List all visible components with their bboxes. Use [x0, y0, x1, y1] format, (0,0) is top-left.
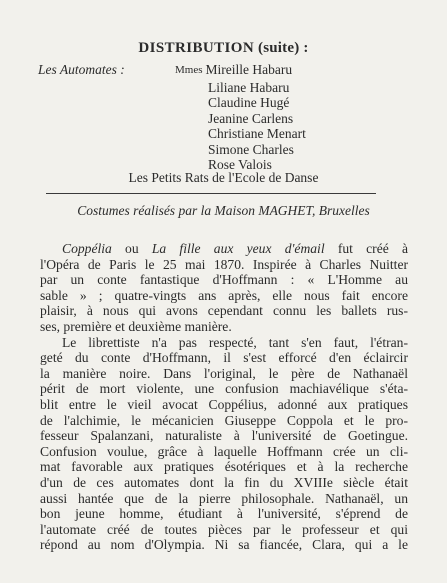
cast-names: [175, 62, 306, 173]
text-line: répond au nom d'Olympia. Ni sa fiancée, Clara, qui a le: [40, 537, 408, 553]
distribution-title: DISTRIBUTION: [138, 40, 255, 56]
cast-prefix: Mmes: [175, 64, 203, 76]
text-line: plaisir, à nous qui avons cependant connu les ballets rus-: [40, 303, 408, 319]
text-line: d'un de ces automates dont la fin du XVIIIe siècle était: [40, 474, 408, 490]
text-line: bon jeune homme, étudiant à l'université, s'éprend de: [40, 506, 408, 522]
text-line: mat favorable aux pratiques ésotériques et à la recherche: [40, 459, 408, 475]
cast-name: Jeanine Carlens: [208, 110, 294, 126]
body-text: [40, 241, 408, 553]
text-fragment: ou: [111, 241, 152, 256]
petits-rats-line: Les Petits Rats de l'Ecole de Danse: [128, 170, 319, 185]
paragraph-1-cont: [40, 257, 408, 335]
cast-name: Liliane Habaru: [208, 79, 290, 95]
text-line: de l'alchimie, le mécanicien Giuseppe Coppola et le pro-: [40, 412, 408, 428]
text-line: blit entre le vieil avocat Coppélius, adonné aux pratiques: [40, 396, 408, 412]
distribution-suffix: (suite) :: [258, 40, 309, 56]
text-line: périt de mort violente, une confusion machiavélique s'éta-: [40, 381, 408, 397]
text-line: geté du conte d'Hoffmann, il s'est efforcé d'en éclaircir: [40, 350, 408, 366]
cast-name-row: [175, 62, 306, 80]
paragraph-1: [40, 241, 408, 257]
text-line: Le librettiste n'a pas respecté, tant s'en faut, l'étran-: [62, 334, 408, 350]
cast-name: Simone Charles: [208, 141, 294, 157]
text-line: Confusion voulue, grâce à laquelle Hoffmann crée un cli-: [40, 443, 408, 459]
text-line: [40, 241, 408, 257]
cast-name: Christiane Menart: [208, 126, 306, 141]
cast-name: Rose Valois: [208, 157, 272, 172]
costumes-credit: Costumes réalisés par la Maison MAGHET, Bruxelles: [77, 203, 370, 218]
text-fragment: fut créé à: [324, 241, 409, 256]
text-line: ses, première et deuxième manière.: [40, 318, 232, 334]
cast-role-label: Les Automates :: [38, 62, 125, 77]
cast-name: Claudine Hugé: [208, 95, 290, 110]
italic-title: Coppélia: [62, 241, 112, 256]
cast-name: Mireille Habaru: [205, 62, 293, 77]
distribution-heading: [0, 40, 447, 57]
paragraph-2: [40, 335, 408, 553]
text-line: fesseur Spalanzani, naturaliste à l'université de Goetingue.: [40, 428, 408, 444]
text-line: aussi hantée que de la pierre philosophale. Nathanaël, un: [40, 490, 408, 506]
text-line: l'Opéra de Paris le 25 mai 1870. Inspirée à Charles Nuitter: [40, 256, 408, 272]
text-line: l'automate créé de toutes pièces par le professeur et qui: [40, 521, 408, 537]
text-line: la manière noire. Dans l'original, le père de Nathanaël: [40, 365, 408, 381]
italic-title: La fille aux yeux d'émail: [151, 241, 325, 256]
text-line: sable » ; quatre-vingts ans après, elle nous fait encore: [40, 287, 408, 303]
horizontal-rule: [46, 193, 376, 194]
text-line: par un conte fantastique d'Hoffmann : « L'Homme au: [40, 272, 408, 288]
